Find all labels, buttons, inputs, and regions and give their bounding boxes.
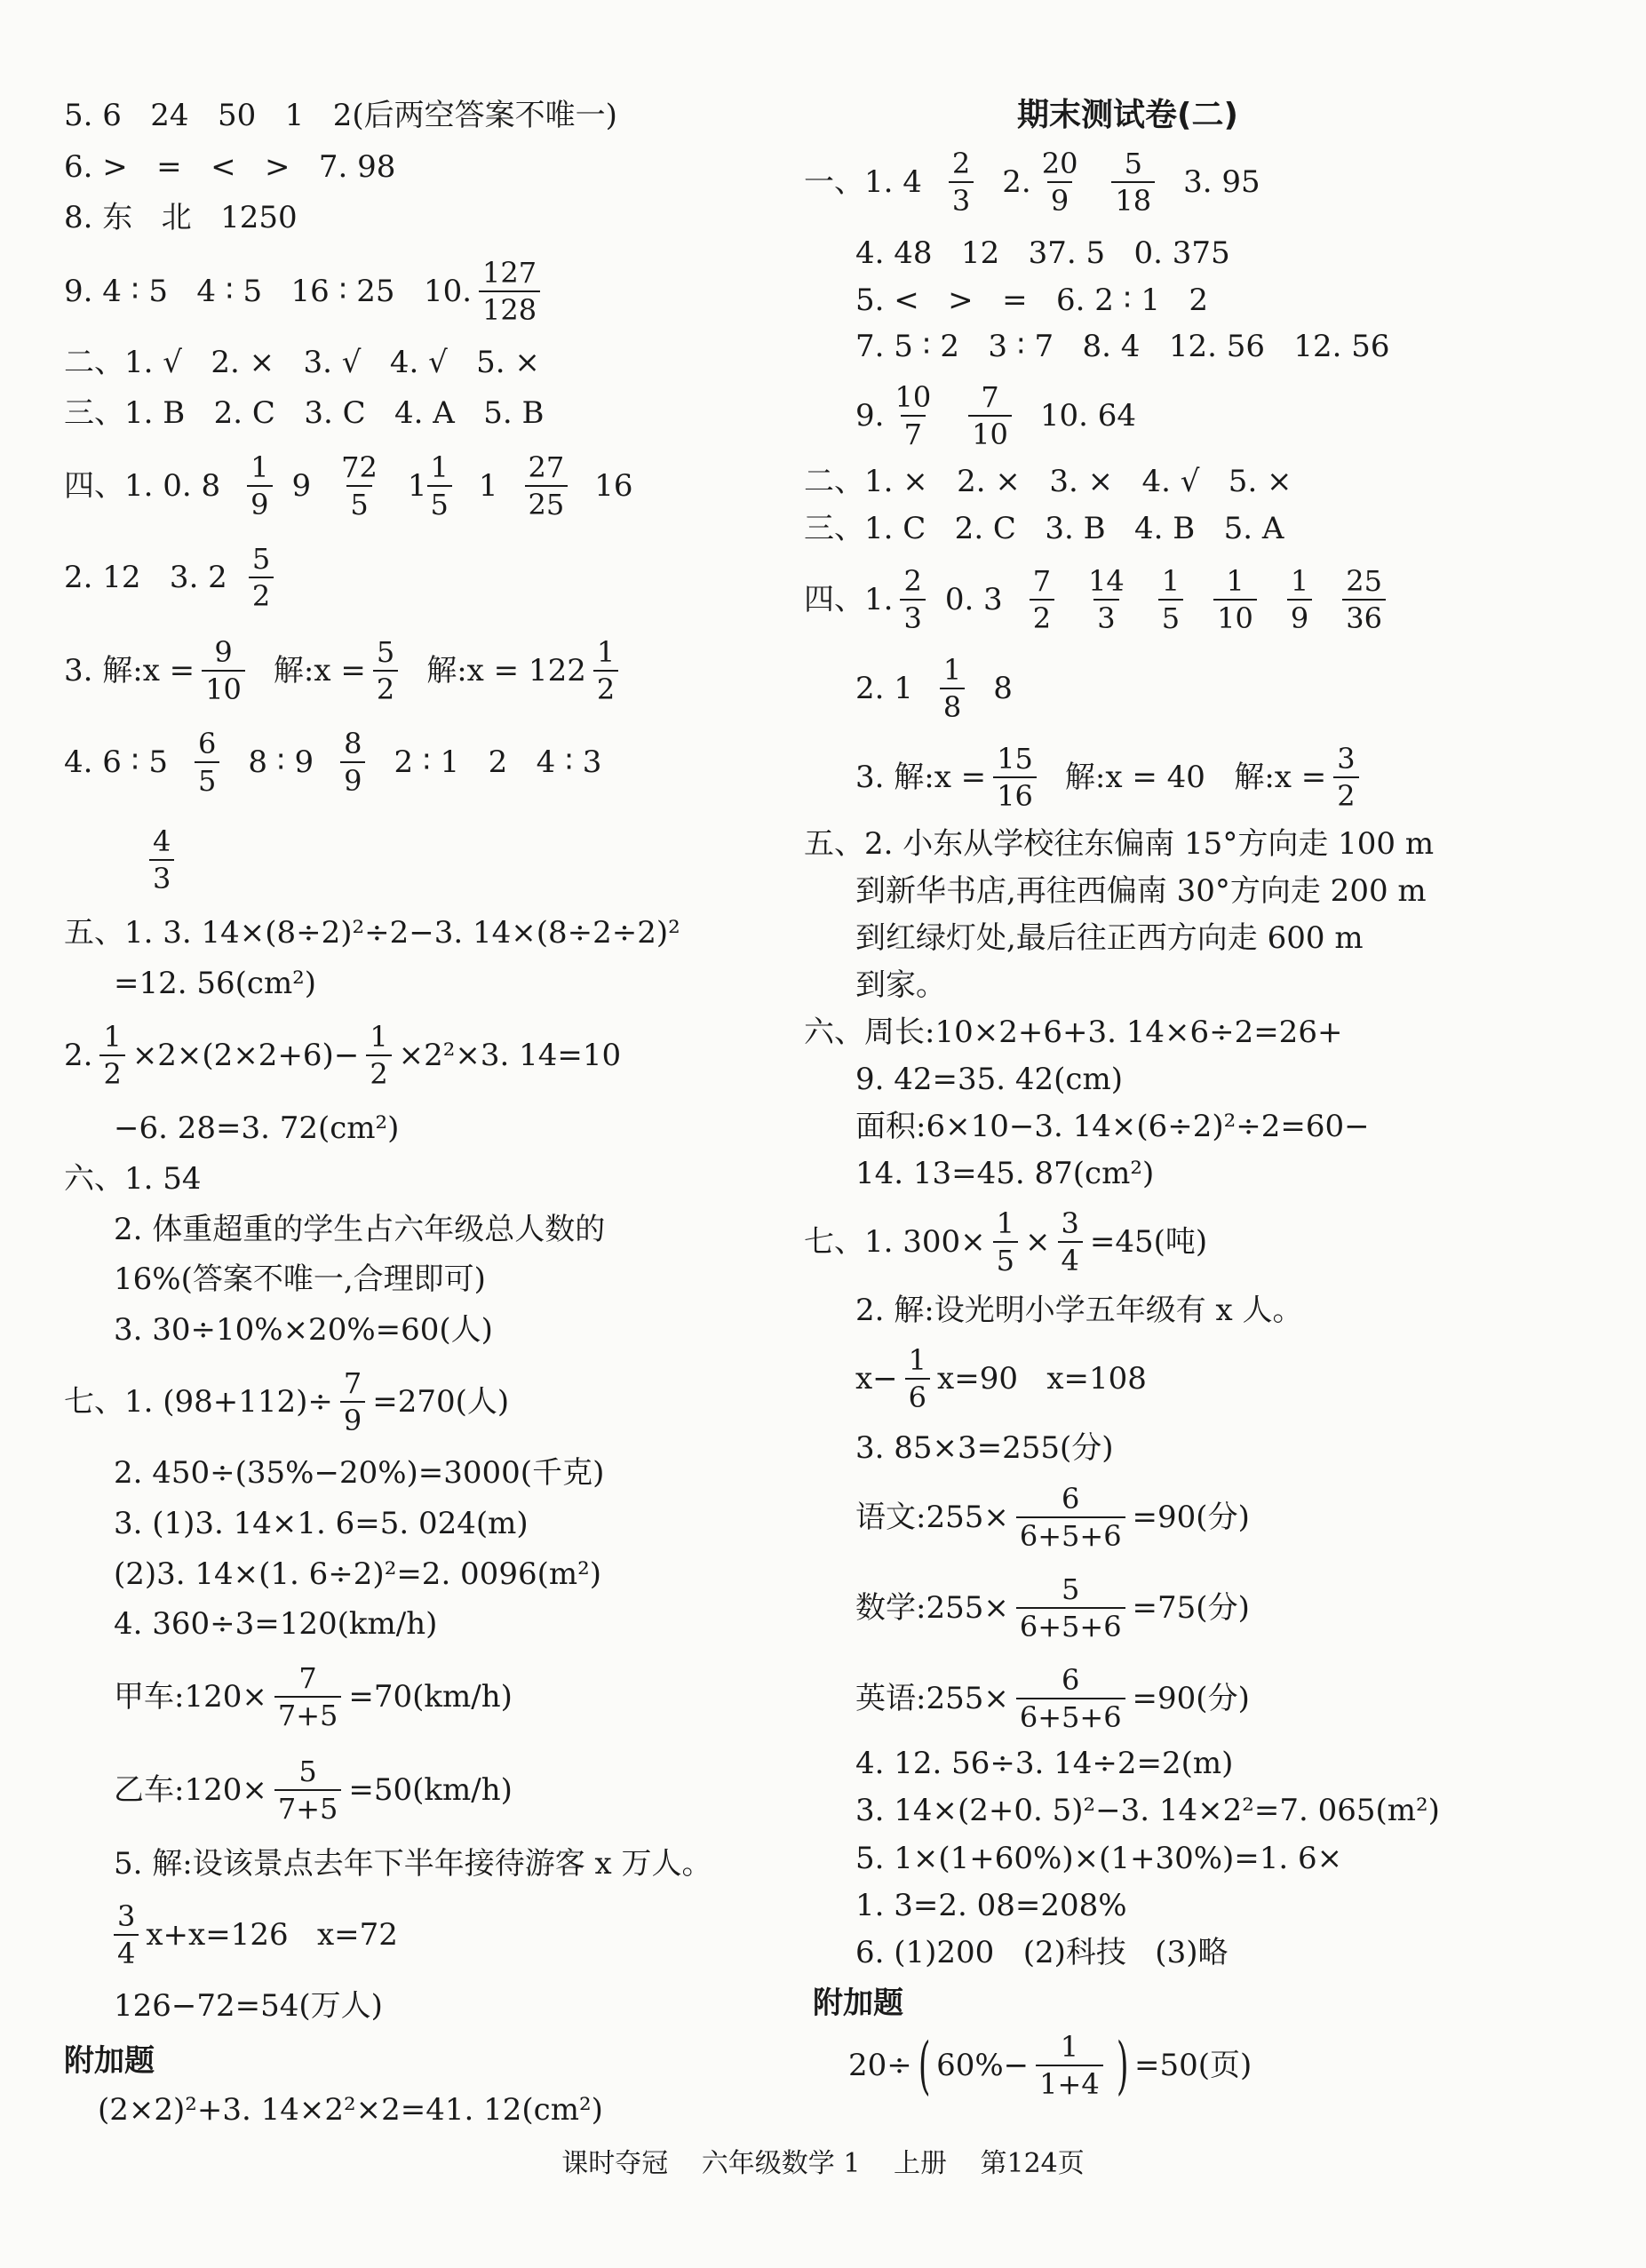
fraction: $\frac{5}{7+5}$ <box>274 1757 342 1823</box>
fraction: $\frac{6}{6+5+6}$ <box>1016 1666 1125 1731</box>
page-footer <box>0 2141 1646 2180</box>
fraction: $\frac{6}{5}$ <box>195 729 219 795</box>
answer-line: 4. 360÷3=120(km/h) <box>114 1606 438 1642</box>
answer-line: 5. 6 24 50 1 2(后两空答案不唯一) <box>64 98 617 133</box>
fraction: $\frac{4}{3}$ <box>149 827 174 893</box>
answer-line: 数学:255× $\frac{5}{6+5+6}$ =75(分) <box>855 1572 1250 1643</box>
answer-line: 9. 42=35. 42(cm) <box>855 1062 1123 1097</box>
answer-line: 6. (1)200 (2)科技 (3)略 <box>855 1935 1229 1970</box>
fraction: $\frac{1}{5}$ <box>427 453 452 519</box>
fraction: $\frac{1}{10}$ <box>1213 567 1257 633</box>
answer-line: x− $\frac{1}{6}$ x=90 x=108 <box>855 1343 1147 1414</box>
fraction: $\frac{9}{10}$ <box>202 638 245 704</box>
fraction: $\frac{1}{8}$ <box>940 656 965 721</box>
answer-line: (2)3. 14×(1. 6÷2)²=2. 0096(m²) <box>114 1556 601 1592</box>
answer-line: 2. 解:设光明小学五年级有 x 人。 <box>855 1293 1303 1328</box>
answer-line: 到红绿灯处,最后往正西方向走 600 m <box>855 920 1364 956</box>
fraction: $\frac{127}{128}$ <box>479 259 540 324</box>
fraction: $\frac{5}{2}$ <box>373 638 398 704</box>
answer-line: 语文:255× $\frac{6}{6+5+6}$ =90(分) <box>855 1482 1250 1553</box>
answer-line: 7. 5 ∶ 2 3 ∶ 7 8. 4 12. 56 12. 56 <box>855 329 1390 364</box>
answer-line: 乙车:120× $\frac{5}{7+5}$ =50(km/h) <box>114 1755 513 1826</box>
fraction: $\frac{7}{7+5}$ <box>274 1664 342 1730</box>
answer-line <box>142 824 181 895</box>
answer-line: 四、1. 0. 8 $\frac{1}{9}$ 9 $\frac{72}{5}$ 1 $\frac{1}{5}$ 1 $\frac{27}{25}$ 16 <box>64 450 633 521</box>
answer-line: 五、2. 小东从学校往东偏南 15°方向走 100 m <box>804 826 1435 862</box>
answer-line: 5. < > = 6. 2 ∶ 1 2 <box>855 283 1209 318</box>
section-title: 期末测试卷(二) <box>1017 97 1238 133</box>
answer-line: 2. 12 3. 2 $\frac{5}{2}$ <box>64 560 281 595</box>
fraction: $\frac{7}{9}$ <box>340 1369 365 1435</box>
answer-line: 5. 解:设该景点去年下半年接待游客 x 万人。 <box>114 1846 712 1882</box>
answer-line: 二、1. × 2. × 3. × 4. √ 5. × <box>804 464 1292 499</box>
fraction: $\frac{3}{2}$ <box>1333 744 1358 810</box>
fraction: $\frac{8}{9}$ <box>340 729 365 795</box>
answer-line: 2. 体重超重的学生占六年级总人数的 <box>114 1212 606 1247</box>
page-number: 第124页 <box>980 2148 1085 2179</box>
fraction: $\frac{5}{2}$ <box>249 545 274 610</box>
fraction: $\frac{20}{9}$ <box>1041 147 1078 218</box>
bonus-heading: 附加题 <box>813 1985 903 2021</box>
fraction: $\frac{2}{3}$ <box>900 567 925 633</box>
answer-line: 16%(答案不唯一,合理即可) <box>114 1261 486 1297</box>
fraction: $\frac{7}{10}$ <box>968 383 1012 449</box>
fraction: $\frac{25}{36}$ <box>1342 567 1386 633</box>
fraction: $\frac{7}{2}$ <box>1030 567 1054 633</box>
book-title: 课时夺冠 <box>561 2148 669 2179</box>
answer-line: 4. 48 12 37. 5 0. 375 <box>855 235 1230 271</box>
bonus-heading: 附加题 <box>64 2043 155 2079</box>
answer-line: 六、周长:10×2+6+3. 14×6÷2=26+ <box>804 1015 1343 1050</box>
answer-line: 3. 解:x = $\frac{9}{10}$ 解:x = $\frac{5}{2}$ 解:x = 122 $\frac{1}{2}$ <box>64 653 625 688</box>
answer-line: 四、1. $\frac{2}{3}$ 0. 3 $\frac{7}{2}$ $\frac{14}{3}$ $\frac{1}{5}$ $\frac{1}{10}$ $\frac{1}{9}$ $\frac{25}{36}$ <box>804 582 1393 617</box>
fraction: $\frac{1}{2}$ <box>593 638 618 704</box>
answer-line: 1. 3=2. 08=208% <box>855 1888 1127 1923</box>
volume-label: 上册 <box>893 2148 947 2179</box>
fraction: $\frac{5}{6+5+6}$ <box>1016 1575 1125 1641</box>
answer-line: −6. 28=3. 72(cm²) <box>114 1110 400 1146</box>
fraction: $\frac{72}{5}$ <box>341 450 378 521</box>
answer-line: 126−72=54(万人) <box>114 1988 383 2024</box>
fraction: $\frac{15}{16}$ <box>993 744 1037 810</box>
left-paren: ( <box>918 2029 931 2102</box>
answer-line: 9. $\frac{10}{7}$ $\frac{7}{10}$ 10. 64 <box>855 380 1137 451</box>
answer-line: 二、1. √ 2. × 3. √ 4. √ 5. × <box>64 345 540 380</box>
answer-line: 2. 1 $\frac{1}{8}$ 8 <box>855 653 1013 724</box>
answer-line: =12. 56(cm²) <box>114 966 317 1001</box>
fraction: $\frac{3}{4}$ <box>114 1902 139 1968</box>
fraction: $\frac{6}{6+5+6}$ <box>1016 1484 1125 1550</box>
answer-line: 8. 东 北 1250 <box>64 200 298 235</box>
answer-line: 六、1. 54 <box>64 1161 202 1197</box>
answer-line: 2. $\frac{1}{2}$ ×2×(2×2+6)− $\frac{1}{2}$ ×2²×3. 14=10 <box>64 1020 622 1091</box>
answer-line: 三、1. B 2. C 3. C 4. A 5. B <box>64 395 545 431</box>
answer-line: 七、1. (98+112)÷ $\frac{7}{9}$ =270(人) <box>64 1366 510 1437</box>
fraction: $\frac{1}{2}$ <box>366 1023 391 1088</box>
fraction: $\frac{27}{25}$ <box>525 453 569 519</box>
fraction: $\frac{1}{9}$ <box>1287 567 1312 633</box>
answer-line: 9. 4 ∶ 5 4 ∶ 5 16 ∶ 25 10. $\frac{127}{128}$ <box>64 274 547 309</box>
answer-line: 三、1. C 2. C 3. B 4. B 5. A <box>804 511 1284 546</box>
answer-line: 3. 14×(2+0. 5)²−3. 14×2²=7. 065(m²) <box>855 1793 1440 1828</box>
answer-line: 4. 6 ∶ 5 $\frac{6}{5}$ 8 ∶ 9 $\frac{8}{9}$ 2 ∶ 1 2 4 ∶ 3 <box>64 727 602 798</box>
answer-line: 4. 12. 56÷3. 14÷2=2(m) <box>855 1746 1234 1781</box>
answer-line: (2×2)²+3. 14×2²×2=41. 12(cm²) <box>98 2092 603 2128</box>
answer-line: 到家。 <box>855 967 946 1003</box>
answer-line: 20÷ ( 60%− $\frac{1}{1+4}$ ) =50(页) <box>848 2029 1252 2102</box>
answer-line: 14. 13=45. 87(cm²) <box>855 1156 1155 1191</box>
grade-label: 六年级数学 1 <box>701 2148 861 2179</box>
answer-line: 3. 85×3=255(分) <box>855 1430 1114 1466</box>
answer-line: 到新华书店,再往西偏南 30°方向走 200 m <box>855 873 1427 909</box>
answer-line: 一、1. 4 $\frac{2}{3}$ 2. $\frac{20}{9}$ $\frac{5}{18}$ 3. 95 <box>804 147 1260 218</box>
right-paren: ) <box>1116 2029 1129 2102</box>
answer-line: 3. 解:x = $\frac{15}{16}$ 解:x = 40 解:x = $\frac{3}{2}$ <box>855 760 1366 795</box>
fraction: $\frac{1}{6}$ <box>905 1346 930 1412</box>
answer-line: 3. 30÷10%×20%=60(人) <box>114 1312 493 1348</box>
fraction: $\frac{1}{5}$ <box>1158 567 1183 633</box>
fraction: $\frac{1}{1+4}$ <box>1036 2033 1103 2098</box>
fraction: $\frac{1}{5}$ <box>993 1209 1018 1275</box>
answer-line: 英语:255× $\frac{6}{6+5+6}$ =90(分) <box>855 1663 1250 1734</box>
answer-line: 甲车:120× $\frac{7}{7+5}$ =70(km/h) <box>114 1661 513 1732</box>
answer-line: 七、1. 300× $\frac{1}{5}$ × $\frac{3}{4}$ =45(吨) <box>804 1206 1208 1277</box>
answer-line: 3. (1)3. 14×1. 6=5. 024(m) <box>114 1506 529 1541</box>
answer-line: 五、1. 3. 14×(8÷2)²÷2−3. 14×(8÷2÷2)² <box>64 915 680 951</box>
fraction: $\frac{1}{9}$ <box>247 453 272 519</box>
fraction: $\frac{2}{3}$ <box>949 149 974 215</box>
fraction: $\frac{3}{4}$ <box>1058 1209 1083 1275</box>
answer-line: $\frac{3}{4}$ x+x=126 x=72 <box>114 1917 398 1953</box>
answer-line: 6. > = < > 7. 98 <box>64 149 396 185</box>
answer-line: 面积:6×10−3. 14×(6÷2)²÷2=60− <box>855 1109 1370 1144</box>
fraction: $\frac{1}{2}$ <box>99 1023 124 1088</box>
answer-line: 2. 450÷(35%−20%)=3000(千克) <box>114 1455 605 1491</box>
fraction: $\frac{5}{18}$ <box>1111 149 1155 215</box>
fraction: $\frac{14}{3}$ <box>1088 564 1125 635</box>
answer-line: 5. 1×(1+60%)×(1+30%)=1. 6× <box>855 1841 1343 1876</box>
fraction: $\frac{10}{7}$ <box>895 380 932 451</box>
